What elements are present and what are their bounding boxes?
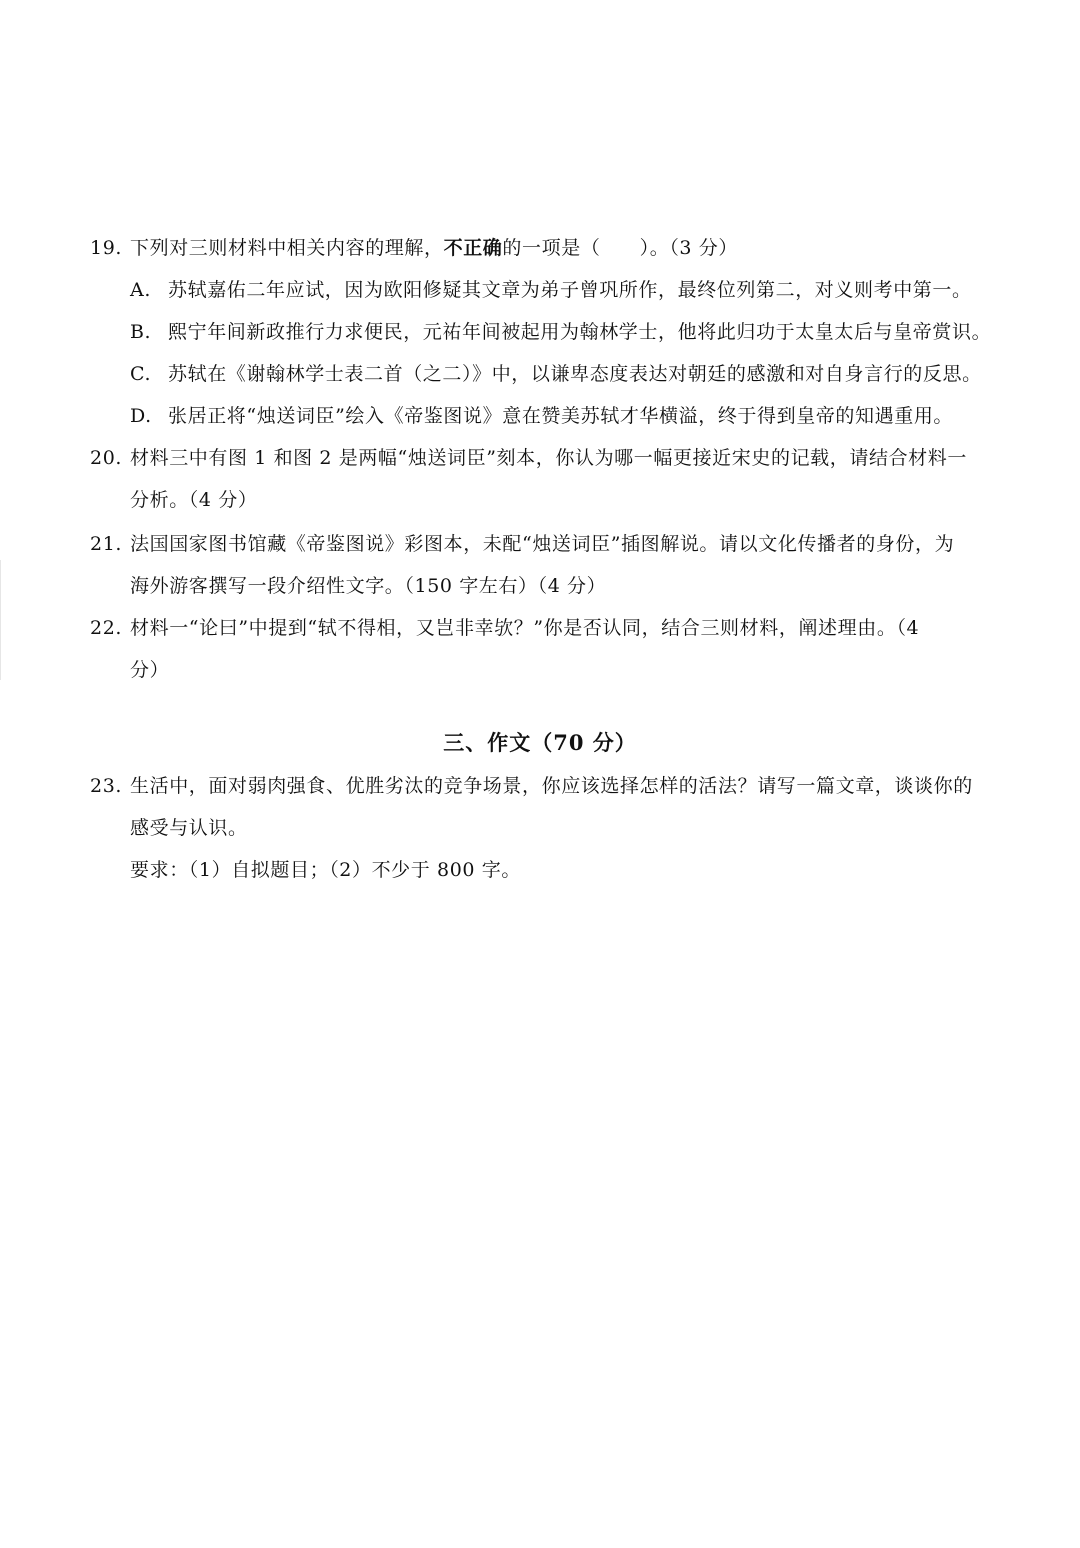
question-text: 法国国家图书馆藏《帝鉴图说》彩图本，未配“烛送词臣”插图解说。请以文化传播者的身份，为 — [130, 533, 955, 555]
stem-text: 的一项是（ ）。（3 分） — [502, 237, 738, 259]
question-number: 23. — [90, 775, 123, 797]
question-text: 材料一“论曰”中提到“轼不得相，又岂非幸欤？”你是否认同，结合三则材料，阐述理由。（4 — [130, 617, 920, 639]
option-text: 苏轼在《谢翰林学士表二首（之二）》中，以谦卑态度表达对朝廷的感激和对自身言行的反思。 — [168, 363, 982, 385]
question-text: 感受与认识。 — [130, 817, 248, 839]
option-text: 张居正将“烛送词臣”绘入《帝鉴图说》意在赞美苏轼才华横溢，终于得到皇帝的知遇重用。 — [168, 405, 954, 427]
question-20-line-1 — [90, 444, 967, 472]
option-text: 苏轼嘉佑二年应试，因为欧阳修疑其文章为弟子曾巩所作，最终位列第二，对义则考中第一。 — [168, 279, 972, 301]
section-heading: 三、作文（70 分） — [443, 730, 637, 755]
stem-text: 下列对三则材料中相关内容的理解， — [130, 237, 444, 259]
question-23-line-1 — [90, 772, 973, 800]
question-text: 分析。（4 分） — [130, 489, 258, 511]
option-c — [130, 360, 982, 388]
question-text: 分） — [130, 659, 170, 681]
question-number: 21. — [90, 533, 123, 555]
question-23-line-2 — [130, 814, 248, 842]
question-22-line-2 — [130, 656, 169, 684]
question-number: 20. — [90, 447, 123, 469]
option-d — [130, 402, 953, 430]
question-22-line-1 — [90, 614, 919, 642]
stem-emphasis: 不正确 — [443, 237, 503, 259]
question-text: 海外游客撰写一段介绍性文字。（150 字左右）（4 分） — [130, 575, 607, 597]
question-number: 22. — [90, 617, 123, 639]
option-letter: B. — [130, 321, 152, 343]
question-text: 生活中，面对弱肉强食、优胜劣汰的竞争场景，你应该选择怎样的活法？请写一篇文章，谈谈你的 — [130, 775, 973, 797]
question-19-stem — [90, 234, 738, 262]
option-letter: D. — [130, 405, 152, 427]
requirement-text: 要求：（1）自拟题目；（2）不少于 800 字。 — [130, 859, 521, 881]
option-letter: A. — [130, 279, 151, 301]
scan-edge-mark — [0, 560, 1, 680]
question-23-requirement — [130, 856, 521, 884]
option-b — [130, 318, 991, 346]
question-20-line-2 — [130, 486, 257, 514]
question-21-line-2 — [130, 572, 606, 600]
option-letter: C. — [130, 363, 152, 385]
option-a — [130, 276, 972, 304]
question-text: 材料三中有图 1 和图 2 是两幅“烛送词臣”刻本，你认为哪一幅更接近宋史的记载，请结合材料一 — [130, 447, 967, 469]
question-number: 19. — [90, 237, 123, 259]
option-text: 熙宁年间新政推行力求便民，元祐年间被起用为翰林学士，他将此归功于太皇太后与皇帝赏识。 — [168, 321, 992, 343]
question-21-line-1 — [90, 530, 954, 558]
